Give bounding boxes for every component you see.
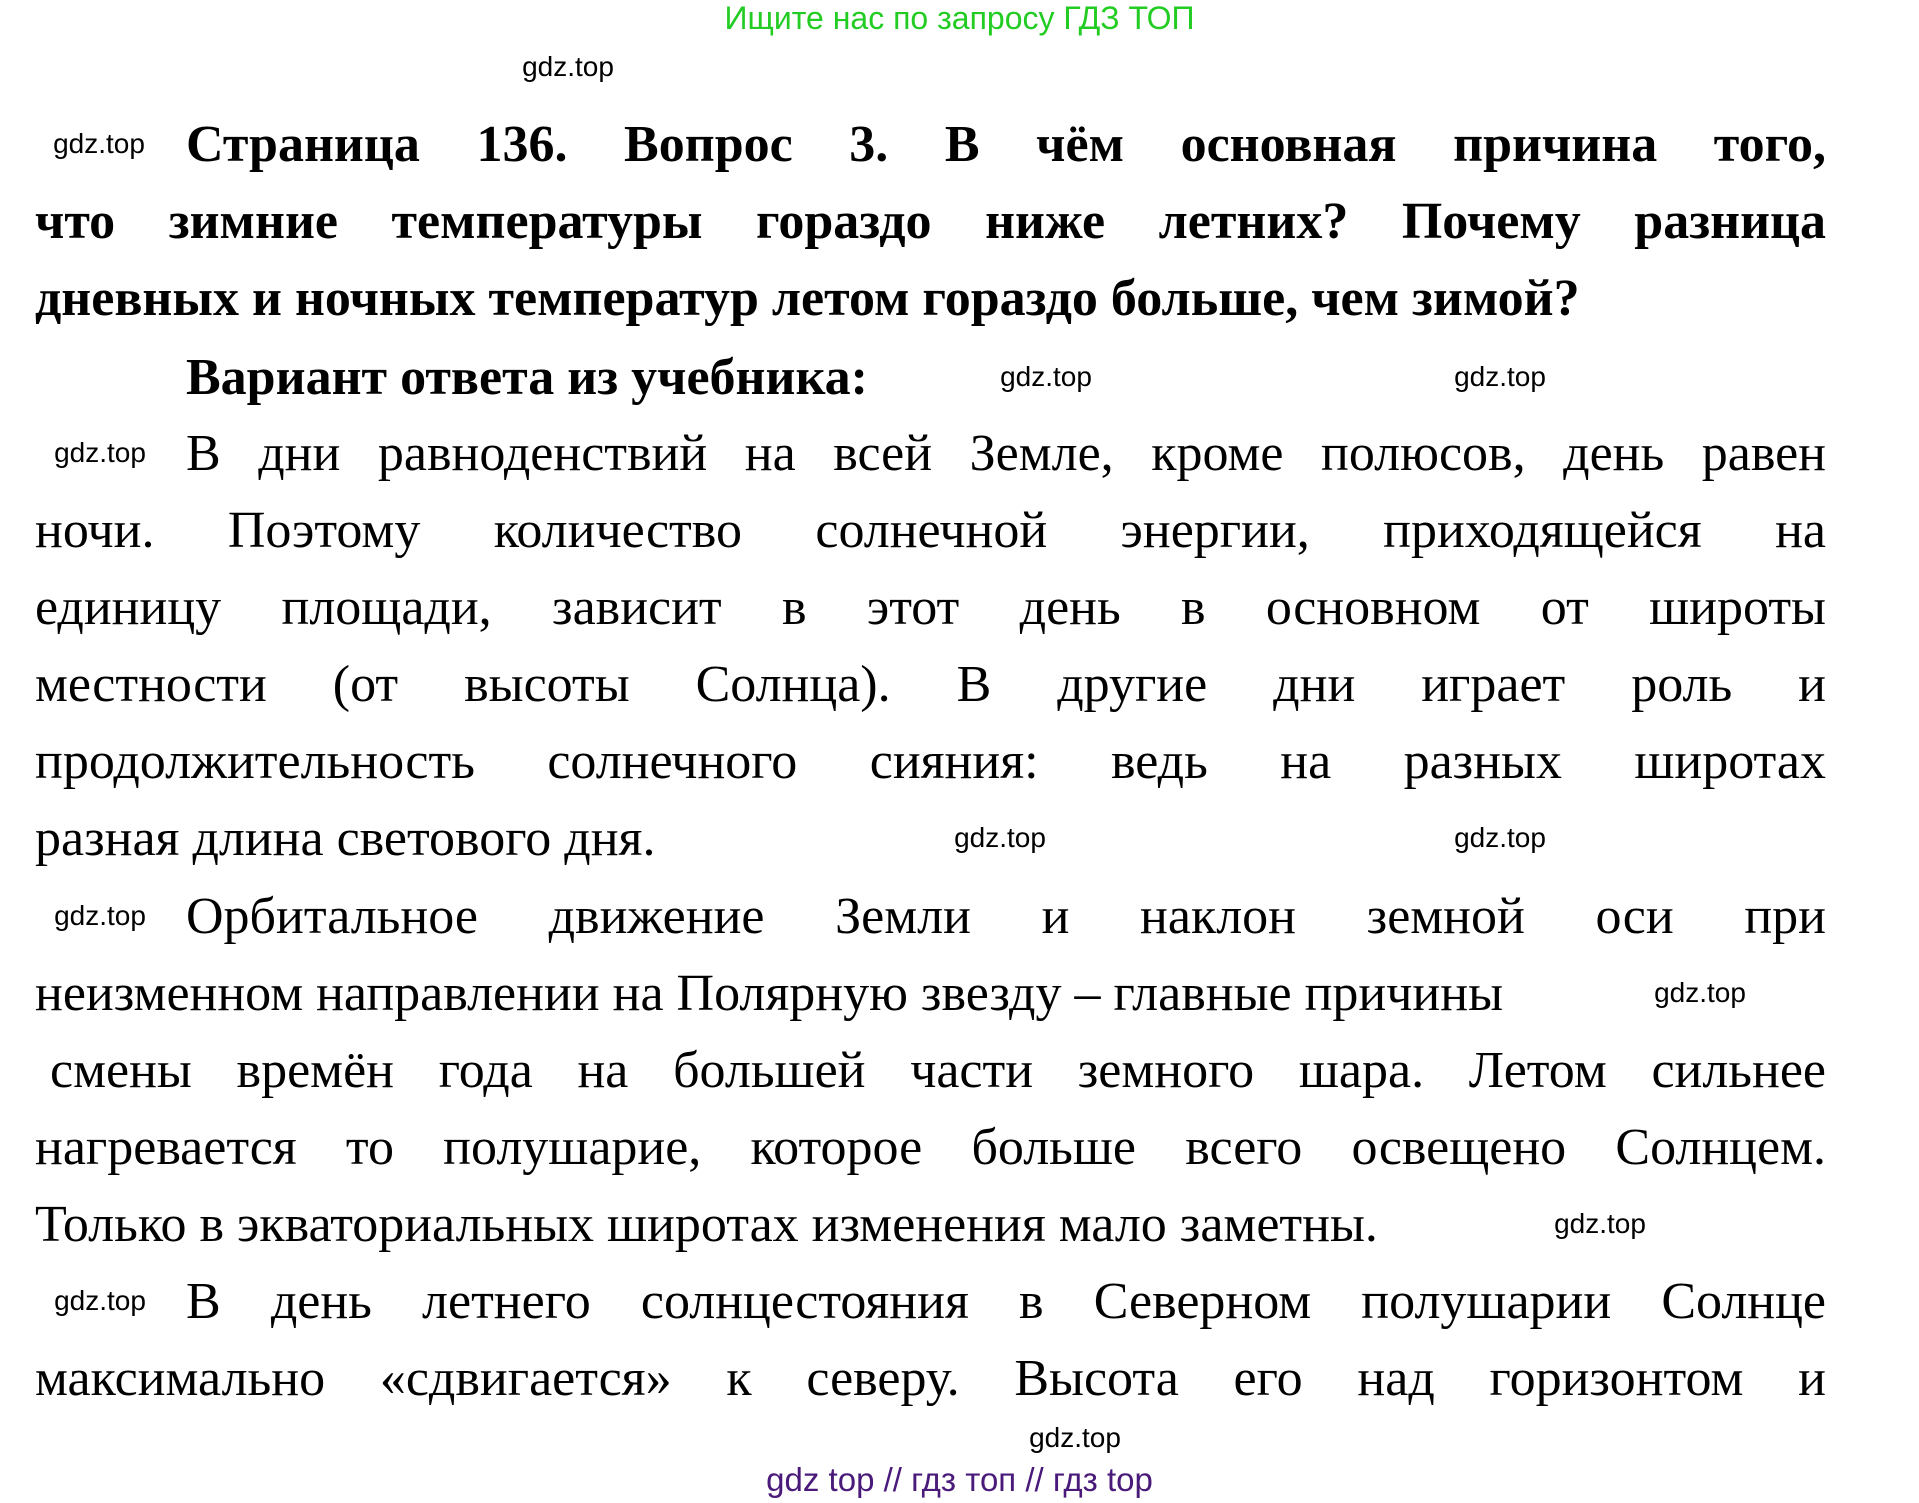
body-line: единицу площади, зависит в этот день в основном от широты: [35, 579, 1826, 636]
watermark: gdz.top: [1454, 361, 1546, 392]
body-line: нагревается то полушарие, которое больше всего освещено Солнцем.: [35, 1119, 1826, 1176]
body-line: Орбитальное движение Земли и наклон земной оси при: [186, 888, 1826, 945]
watermark: gdz.top: [522, 51, 614, 82]
footer-links: gdz top // гдз топ // гдз top: [766, 1461, 1153, 1498]
watermark: gdz.top: [54, 900, 146, 931]
question-line: Страница 136. Вопрос 3. В чём основная причина того,: [186, 116, 1826, 173]
body-line: ночи. Поэтому количество солнечной энергии, приходящейся на: [35, 502, 1826, 559]
watermark: gdz.top: [1029, 1422, 1121, 1453]
body-line: местности (от высоты Солнца). В другие дни играет роль и: [35, 656, 1826, 713]
question-line: дневных и ночных температур летом гораздо больше, чем зимой?: [35, 270, 1580, 327]
watermark: gdz.top: [54, 437, 146, 468]
body-line: максимально «сдвигается» к северу. Высота его над горизонтом и: [35, 1350, 1826, 1407]
watermark: gdz.top: [54, 1285, 146, 1316]
watermark: gdz.top: [1454, 822, 1546, 853]
answer-heading: Вариант ответа из учебника:: [186, 349, 868, 406]
watermark: gdz.top: [1654, 977, 1746, 1008]
watermark: gdz.top: [954, 822, 1046, 853]
question-line: что зимние температуры гораздо ниже летних? Почему разница: [35, 193, 1826, 250]
body-line: смены времён года на большей части земного шара. Летом сильнее: [50, 1042, 1826, 1099]
body-line: В день летнего солнцестояния в Северном полушарии Солнце: [186, 1273, 1826, 1330]
search-banner: Ищите нас по запросу ГДЗ ТОП: [724, 0, 1195, 36]
watermark: gdz.top: [53, 128, 145, 159]
body-line: Только в экваториальных широтах изменения мало заметны.: [35, 1196, 1378, 1253]
watermark: gdz.top: [1554, 1208, 1646, 1239]
body-line: разная длина светового дня.: [35, 810, 656, 867]
watermark: gdz.top: [1000, 361, 1092, 392]
body-line: неизменном направлении на Полярную звезду – главные причины: [35, 965, 1504, 1022]
body-line: продолжительность солнечного сияния: ведь на разных широтах: [35, 733, 1826, 790]
body-line: В дни равноденствий на всей Земле, кроме полюсов, день равен: [186, 425, 1826, 482]
